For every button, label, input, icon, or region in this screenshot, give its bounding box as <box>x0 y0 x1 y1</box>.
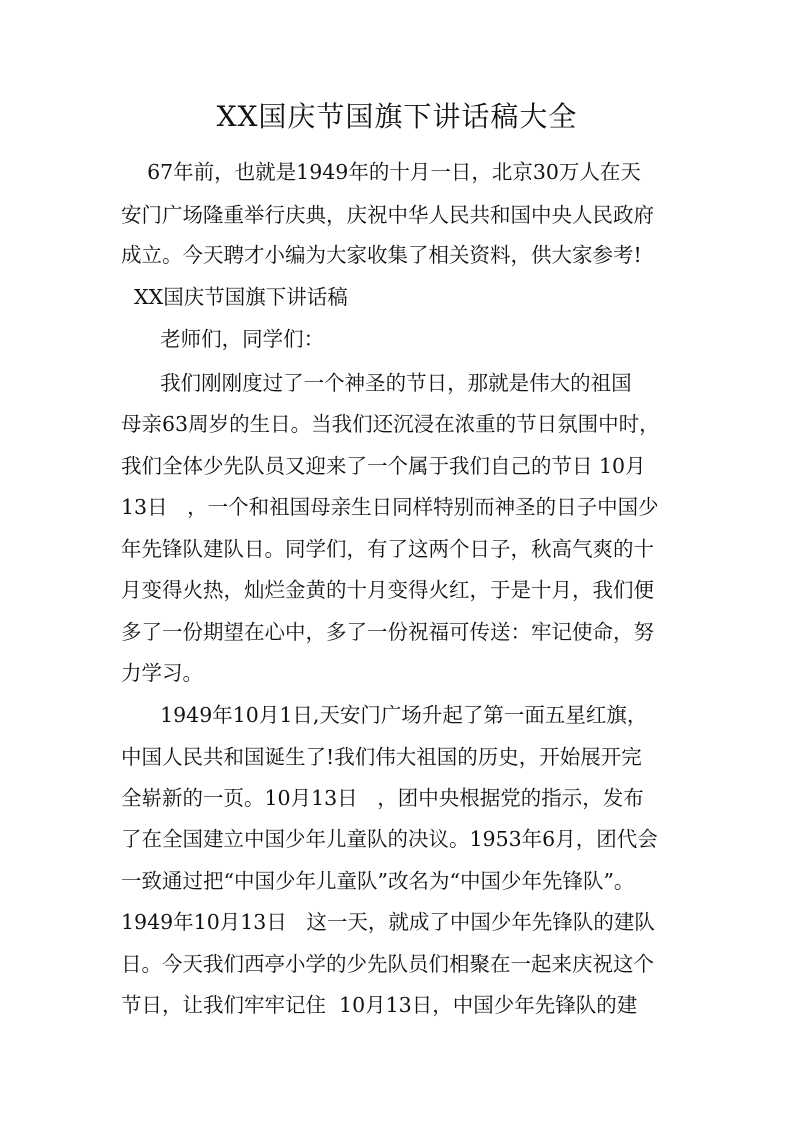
paragraph-line: 中国人民共和国诞生了!我们伟大祖国的历史，开始展开完 <box>121 745 642 769</box>
document-title: XX国庆节国旗下讲话稿大全 <box>216 100 578 133</box>
paragraph-line: 力学习。 <box>121 661 203 685</box>
paragraph-line: 月变得火热，灿烂金黄的十月变得火红，于是十月，我们便 <box>121 578 654 602</box>
paragraph-line: 日。今天我们西亭小学的少先队员们相聚在一起来庆祝这个 <box>121 952 654 976</box>
subheading-line: XX国庆节国旗下讲话稿 <box>121 285 348 309</box>
paragraph-line: 母亲63周岁的生日。当我们还沉浸在浓重的节日氛围中时， <box>121 412 660 436</box>
paragraph-line: 了在全国建立中国少年儿童队的决议。1953年6月，团代会 <box>121 827 658 851</box>
paragraph-line: 1949年10月13日 这一天，就成了中国少年先锋队的建队 <box>121 910 655 934</box>
paragraph-line: 年先锋队建队日。同学们，有了这两个日子，秋高气爽的十 <box>121 537 654 561</box>
paragraph-line: 1949年10月1日,天安门广场升起了第一面五星红旗， <box>121 703 648 727</box>
paragraph-line: 我们全体少先队员又迎来了一个属于我们自己的节日 10月 <box>121 454 646 478</box>
salutation-line: 老师们，同学们： <box>121 327 325 351</box>
paragraph-line: 节日，让我们牢牢记住 10月13日，中国少年先锋队的建 <box>121 993 638 1017</box>
paragraph-line: 多了一份期望在心中，多了一份祝福可传送：牢记使命，努 <box>121 620 654 644</box>
paragraph-line: 67年前，也就是1949年的十月一日，北京30万人在天 <box>121 160 641 184</box>
paragraph-line: 成立。今天聘才小编为大家收集了相关资料，供大家参考! <box>121 243 642 267</box>
paragraph-line: 我们刚刚度过了一个神圣的节日，那就是伟大的祖国 <box>121 371 632 395</box>
paragraph-line: 安门广场隆重举行庆典，庆祝中华人民共和国中央人民政府 <box>121 203 654 227</box>
paragraph-line: 全崭新的一页。10月13日 ，团中央根据党的指示，发布 <box>121 786 644 810</box>
paragraph-line: 13日 ，一个和祖国母亲生日同样特别而神圣的日子中国少 <box>121 495 659 519</box>
paragraph-line: 一致通过把“中国少年儿童队”改名为“中国少年先锋队”。 <box>121 869 635 893</box>
